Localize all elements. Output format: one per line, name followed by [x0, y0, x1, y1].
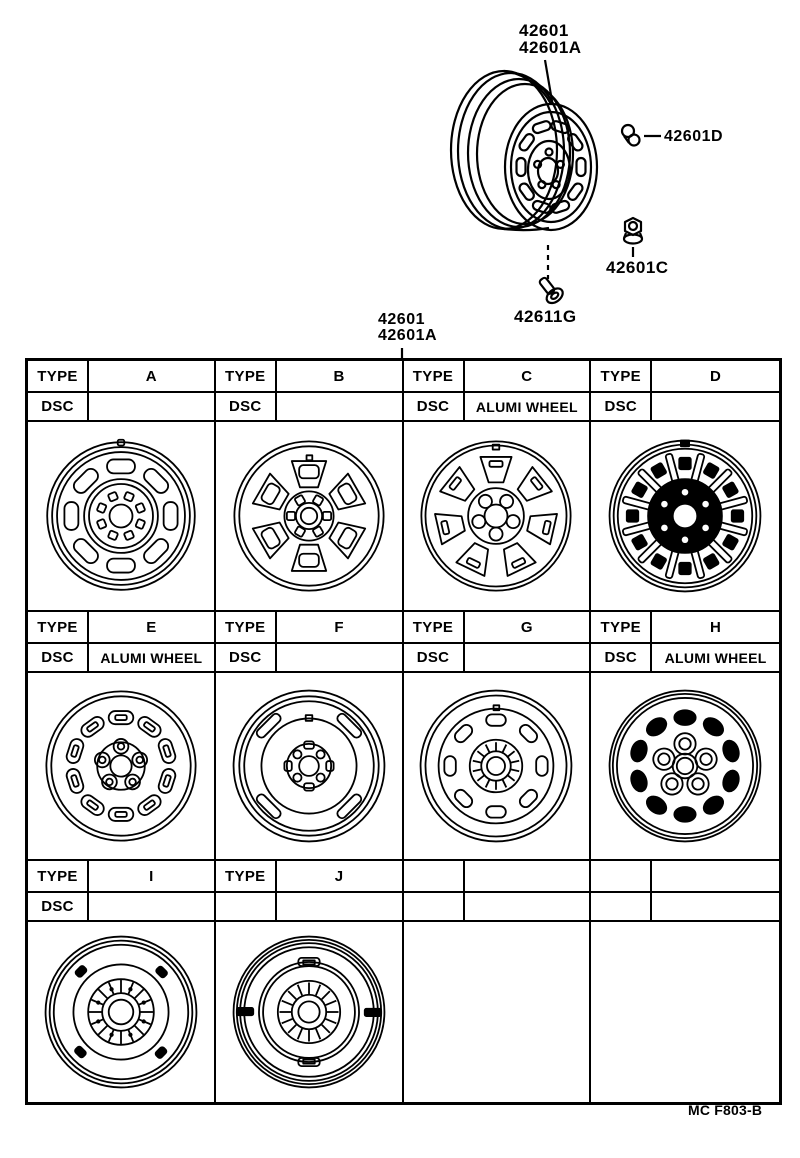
wheel-illustration-f: [216, 673, 404, 861]
wheel-illustration-g: [404, 673, 592, 861]
type-label: TYPE: [216, 361, 277, 393]
type-label: TYPE: [591, 361, 652, 393]
dsc-value: ALUMI WHEEL: [652, 644, 779, 673]
table-row-group: [28, 361, 779, 612]
type-value: F: [277, 612, 404, 644]
dsc-value: [652, 393, 779, 422]
assembly-part-number: [519, 22, 582, 56]
wheel-illustration-e: [28, 673, 216, 861]
dsc-header-row: [28, 644, 779, 673]
dsc-label: [404, 893, 465, 922]
type-label: TYPE: [591, 612, 652, 644]
stem-part-number: 42611G: [514, 307, 577, 326]
type-label: TYPE: [216, 861, 277, 893]
part-number-line: 42601A: [519, 38, 582, 57]
wheel-illustration-b: [216, 422, 404, 612]
type-label: TYPE: [28, 612, 89, 644]
wheel-type-table: [25, 358, 782, 1105]
type-label: [404, 861, 465, 893]
drawing-code: MC F803-B: [688, 1102, 763, 1118]
wheel-illustration-i: [28, 922, 216, 1102]
steel-wheel-perspective-icon: [451, 71, 597, 230]
type-value: D: [652, 361, 779, 393]
dsc-label: DSC: [216, 644, 277, 673]
dsc-label: DSC: [28, 393, 89, 422]
dsc-value: [277, 644, 404, 673]
dsc-label: DSC: [404, 393, 465, 422]
type-value: C: [465, 361, 592, 393]
type-label: TYPE: [404, 612, 465, 644]
empty-wheel-cell: [404, 922, 592, 1102]
type-value: J: [277, 861, 404, 893]
table-title: [378, 312, 437, 344]
dsc-label: DSC: [28, 893, 89, 922]
nut-part-number: 42601C: [606, 258, 669, 277]
type-label: [591, 861, 652, 893]
type-value: A: [89, 361, 216, 393]
type-label: TYPE: [28, 361, 89, 393]
dsc-label: DSC: [216, 393, 277, 422]
wheel-image-row: [28, 673, 779, 861]
table-row-group: [28, 861, 779, 1102]
type-label: TYPE: [216, 612, 277, 644]
type-value: [652, 861, 779, 893]
dsc-value: [89, 893, 216, 922]
type-value: E: [89, 612, 216, 644]
dsc-value: [465, 644, 592, 673]
dsc-value: [277, 893, 404, 922]
wheel-image-row: [28, 922, 779, 1102]
dsc-label: DSC: [591, 393, 652, 422]
valve-part-number: 42601D: [664, 128, 724, 145]
part-number-line: 42601: [519, 21, 569, 40]
dsc-value: ALUMI WHEEL: [465, 393, 592, 422]
dsc-value: [89, 393, 216, 422]
dsc-value: [465, 893, 592, 922]
valve-stem-icon: [535, 274, 566, 306]
hub-nut-icon: [624, 218, 642, 244]
dsc-value: [277, 393, 404, 422]
dsc-label: [591, 893, 652, 922]
dsc-label: DSC: [404, 644, 465, 673]
type-value: G: [465, 612, 592, 644]
type-value: I: [89, 861, 216, 893]
dsc-value: ALUMI WHEEL: [89, 644, 216, 673]
wheel-illustration-c: [404, 422, 592, 612]
dsc-label: [216, 893, 277, 922]
dsc-header-row: [28, 393, 779, 422]
dsc-label: DSC: [28, 644, 89, 673]
table-title-line: 42601: [378, 311, 425, 328]
type-label: TYPE: [28, 861, 89, 893]
wheel-image-row: [28, 422, 779, 612]
table-row-group: [28, 612, 779, 861]
type-header-row: [28, 612, 779, 644]
tire-valve-icon: [622, 125, 640, 146]
dsc-value: [652, 893, 779, 922]
leader-line: [545, 60, 552, 101]
dsc-label: DSC: [591, 644, 652, 673]
exploded-view-drawing: [0, 0, 800, 358]
wheel-illustration-d: [591, 422, 779, 612]
wheel-illustration-a: [28, 422, 216, 612]
type-header-row: [28, 861, 779, 893]
type-value: [465, 861, 592, 893]
type-header-row: [28, 361, 779, 393]
type-value: H: [652, 612, 779, 644]
type-value: B: [277, 361, 404, 393]
dsc-header-row: [28, 893, 779, 922]
wheel-illustration-h: [591, 673, 779, 861]
wheel-illustration-j: [216, 922, 404, 1102]
table-title-line: 42601A: [378, 327, 438, 344]
empty-wheel-cell: [591, 922, 779, 1102]
type-label: TYPE: [404, 361, 465, 393]
